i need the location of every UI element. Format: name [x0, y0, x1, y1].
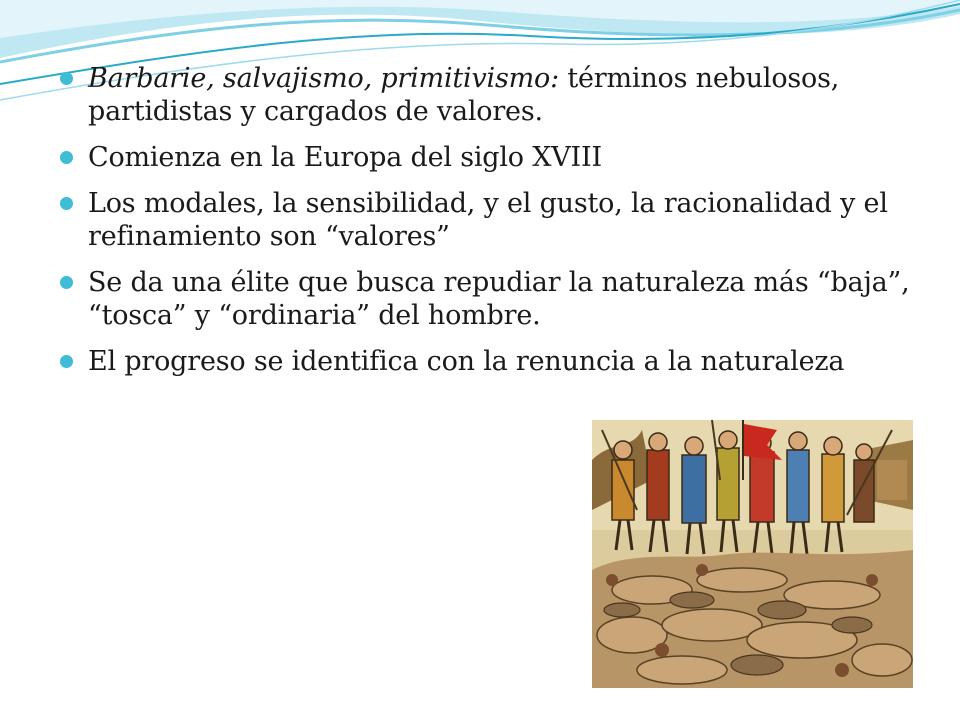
bullet-item	[60, 62, 920, 128]
historical-painting-image	[592, 420, 913, 688]
bullet-dot-icon	[60, 197, 73, 210]
bullet-text: Se da una élite que busca repudiar la naturaleza más “baja”, “tosca” y “ordinaria” del hombre.	[88, 267, 910, 331]
bullet-dot-icon	[60, 151, 73, 164]
bullet-text: El progreso se identifica con la renuncia a la naturaleza	[88, 346, 845, 377]
bullet-list	[60, 62, 920, 391]
bullet-item	[60, 345, 920, 378]
bullet-dot-icon	[60, 72, 73, 85]
bullet-italic-text: Barbarie, salvajismo, primitivismo:	[88, 63, 559, 94]
bullet-item	[60, 187, 920, 253]
bullet-text: términos nebulosos, partidistas y cargados de valores.	[88, 63, 840, 127]
bullet-text: Comienza en la Europa del siglo XVIII	[88, 142, 602, 173]
bullet-dot-icon	[60, 276, 73, 289]
bullet-item	[60, 266, 920, 332]
bullet-dot-icon	[60, 355, 73, 368]
painting-illustration	[592, 420, 913, 688]
bullet-item	[60, 141, 920, 174]
bullet-text: Los modales, la sensibilidad, y el gusto, la racionalidad y el refinamiento son “valores”	[88, 188, 888, 252]
